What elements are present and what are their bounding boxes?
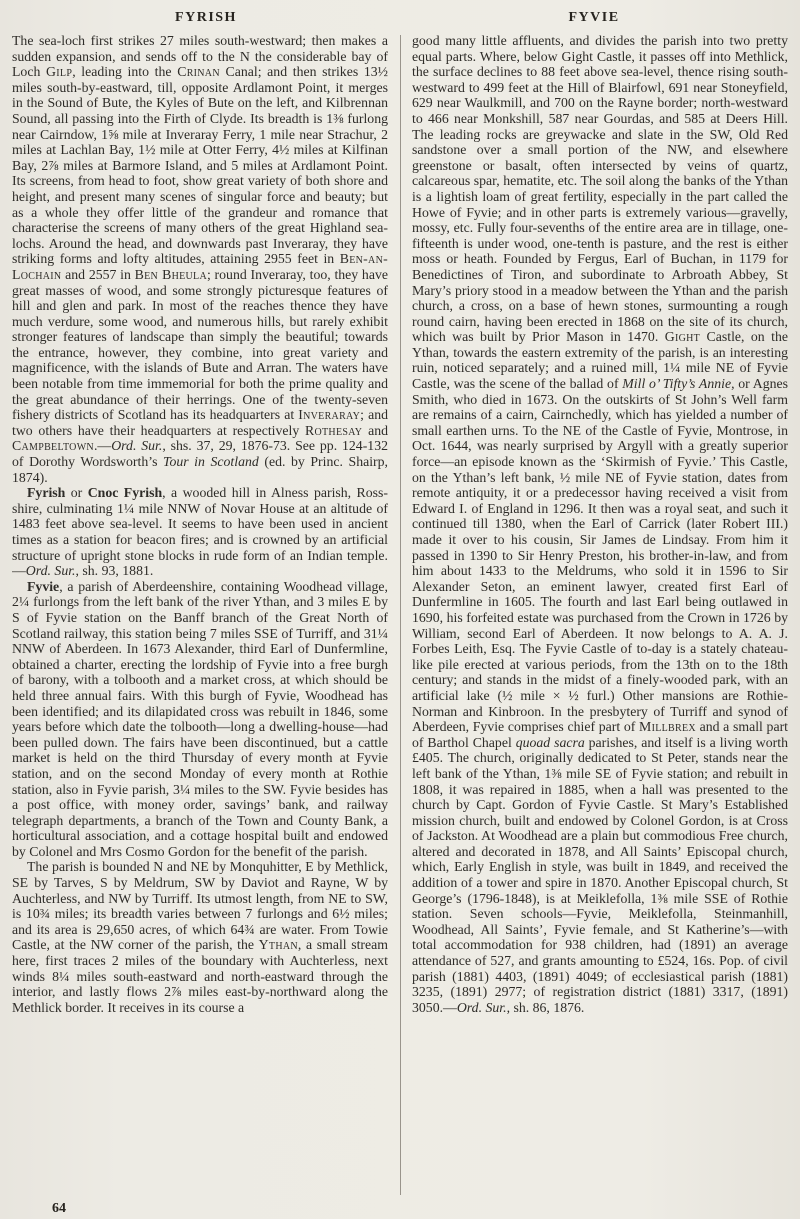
running-head-left: FYRISH xyxy=(175,10,237,25)
page-number: 64 xyxy=(52,1201,66,1216)
paragraph: Fyvie, a parish of Aberdeenshire, containing Woodhead village, 2¼ furlongs from the left bank of the river Ythan, and 3 miles E by S of Fyvie station on the Banff branch of the Great North of Scotland railway, this station being 7 miles SSE of Turriff, and 31¼ NNW of Aberdeen. In 1673 Alexander, third Earl of Dunfermline, obtained a charter, erecting the lordship of Fyvie into a free burgh of barony, with a tolbooth and a market cross, at which should be held three annual fairs. With this burgh of Fyvie, Woodhead has been identified; and its dilapidated cross was rebuilt in 1846, some years before which date the tolbooth—long a dwelling-house—had been pulled down. The fairs have been discontinued, but a cattle market is held on the third Thursday of every month at Fyvie station, and on the second Monday of every month at Rothie station, also in Fyvie parish, 3¼ miles to the SW. Fyvie besides has a post office, with money order, savings’ bank, and railway telegraph departments, a branch of the Town and County Bank, a horticultural association, and a cottage hospital built and endowed by Colonel and Mrs Cosmo Gordon for the benefit of the parish. xyxy=(12,578,388,859)
right-column xyxy=(412,33,788,1195)
left-column xyxy=(12,33,388,1195)
paragraph: The sea-loch first strikes 27 miles south-westward; then makes a sudden expansion, and sends off to the N the considerable bay of Loch Gilp, leading into the Crinan Canal; and then strikes 13½ miles south-by-eastward, till, opposite Ardlamont Point, it merges in the Sound of Bute, the Kyles of Bute on the left, and Kilbrennan Sound, all passing into the Firth of Clyde. Its breadth is 1⅜ furlong near Cairndow, 1⅝ mile at Inveraray Ferry, 1 mile near Strachur, 2 miles at Lachlan Bay, 1½ mile at Otter Ferry, 4½ miles at Kilfinan Bay, 2⅞ miles at Barmore Island, and 5 miles at Ardlamont Point. Its screens, from head to foot, show great variety of both shore and height, and present many scenes of singular force and beauty; but as a whole they offer little of the grandeur and romance that characterise the screens of many others of the great Highland sea-lochs. Around the head, and downwards past Inveraray, they have striking forms and lofty altitudes, attaining 2955 feet in Ben-an-Lochain and 2557 in Ben Bheula; round Inveraray, too, they have great masses of wood, and some strongly picturesque features of hill and glen and park. In most of the reaches thence they have much verdure, some wood, and numerous hills, but rarely exhibit stronger features of landscape than simply the beautiful; towards the entrance, however, they combine, into great variety and magnificence, with the islands of Bute and Arran. The waters have been notable from time immemorial for both the prime quality and the great abundance of their herrings. One of the twenty-seven fishery districts of Scotland has its headquarters at Inveraray; and two others have their headquarters at respectively Rothesay and Campbeltown.—Ord. Sur., shs. 37, 29, 1876-73. See pp. 124-132 of Dorothy Wordsworth’s Tour in Scotland (ed. by Princ. Shairp, 1874). xyxy=(12,33,388,485)
running-heads xyxy=(12,10,788,26)
running-head-right: FYVIE xyxy=(568,10,620,25)
paragraph: The parish is bounded N and NE by Monquhitter, E by Methlick, SE by Tarves, S by Meldrum, SW by Daviot and Rayne, W by Auchterless, and NW by Turriff. Its utmost length, from NE to SW, is 10¾ miles; its breadth varies between 7 furlongs and 6½ miles; and its area is 29,650 acres, of which 64¾ are water. From Towie Castle, at the NW corner of the parish, the Ythan, a small stream here, first traces 2 miles of the boundary with Auchterless, next winds 8¼ miles south-eastward and north-eastward through the interior, and lastly flows 2⅞ miles east-by-northward along the Methlick border. It receives in its course a xyxy=(12,859,388,1015)
text-columns xyxy=(12,33,788,1195)
paragraph: Fyrish or Cnoc Fyrish, a wooded hill in Alness parish, Ross-shire, culminating 1¼ mile NNW of Novar House at an altitude of 1483 feet above sea-level. It seems to have been used in ancient times as a station for beacon fires; and is crowned by an artificial structure of upright stone blocks in rude form of an Indian temple.—Ord. Sur., sh. 93, 1881. xyxy=(12,485,388,579)
paragraph: good many little affluents, and divides the parish into two pretty equal parts. Where, below Gight Castle, it passes off into Methlick, the surface declines to 88 feet above sea-level, thence rising south-westward to 499 feet at the Hill of Blairfowl, 691 near Stoneyfield, 629 near Waulkmill, and 700 on the Rayne border; north-westward to 466 near Monkshill, 587 near Gourdas, and 585 at Deers Hill. The leading rocks are greywacke and slate in the SW, Old Red sandstone over a small portion of the NW, and elsewhere greenstone or basalt, often intersected by veins of quartz, calcareous spar, hematite, etc. The soil along the banks of the Ythan is a lightish loam of great fertility, especially in the part called the Howe of Fyvie; and in other parts is extremely various—gravelly, mossy, etc. Fully four-sevenths of the entire area are in tillage, one-fifteenth is under wood, one-tenth is pasture, and the rest is either moss or heath. Founded by Fergus, Earl of Buchan, in 1179 for Benedictines of Tiron, and subordinate to Arbroath Abbey, St Mary’s priory stood in a meadow between the Ythan and the parish church, a cross, on a base of hewn stones, surmounting a rough round cairn, having been erected in 1868 on the site of its church, which was built by Prior Mason in 1470. Gight Castle, on the Ythan, towards the eastern extremity of the parish, is an interesting ruin, noticed separately; and a ruined mill, 1¼ mile NE of Fyvie Castle, was the scene of the ballad of Mill o’ Tifty’s Annie, or Agnes Smith, who died in 1673. On the outskirts of St John’s Well farm are remains of a cairn, Cairnchedly, which has yielded a number of small earthen urns. To the NE of the Castle of Fyvie, Montrose, in Oct. 1644, was nearly surprised by Argyll with a greatly superior force—an episode known as the ‘Skirmish of Fyvie.’ This Castle, on the Ythan’s left bank, ½ mile NE of Fyvie station, dates from remote antiquity, it or a predecessor having received a visit from Edward I. of England in 1296. It then was a royal seat, and such it continued till 1380, when the Earl of Carrick (later Robert III.) made it over to his cousin, Sir James de Lindsay. From him it passed in 1390 to Sir Henry Preston, his brother-in-law, and from him about 1433 to the Meldrums, who sold it in 1596 to Sir Alexander Seton, an eminent lawyer, created first Earl of Dunfermline in 1605. The fourth and last Earl being outlawed in 1690, his forfeited estate was purchased from the Crown in 1726 by William, second Earl of Aberdeen. It now belongs to A. A. J. Forbes Leith, Esq. The Fyvie Castle of to-day is a stately chateau-like pile erected at various periods, from the 13th on to the 18th century; and stands in the midst of a finely-wooded park, with an artificial lake (½ mile × ½ furl.) Other mansions are Rothie-Norman and Kinbroon. In the presbytery of Turriff and synod of Aberdeen, Fyvie comprises chief part of Millbrex and a small part of Barthol Chapel quoad sacra parishes, and itself is a living worth £405. The church, originally dedicated to St Peter, stands near the left bank of the Ythan, 1⅜ mile SE of Fyvie station; and rebuilt in 1808, it was repaired in 1885, when a hall was presented to the church by Capt. Gordon of Fyvie Castle. St Mary’s Established mission church, built and endowed by Colonel Gordon, is at Cross of Jackston. At Woodhead are a plain but commodious Free church, altered and decorated in 1878, and All Saints’ Episcopal church, which, Early English in style, was built in 1849, and received the addition of a tower and spire in 1870. Another Episcopal church, St George’s (1796-1848), is at Meiklefolla, 1⅜ mile SSE of Rothie station. Seven schools—Fyvie, Meiklefolla, Steinmanhill, Woodhead, All Saints’, Fyvie female, and St Katherine’s—with total accommodation for 938 children, had (1891) an average attendance of 527, and grants amounting to £524, 16s. Pop. of civil parish (1881) 4403, (1891) 4049; of ecclesiastical parish (1881) 3235, (1891) 2977; of registration district (1881) 3317, (1891) 3050.—Ord. Sur., sh. 86, 1876. xyxy=(412,33,788,1015)
column-divider xyxy=(400,35,401,1195)
